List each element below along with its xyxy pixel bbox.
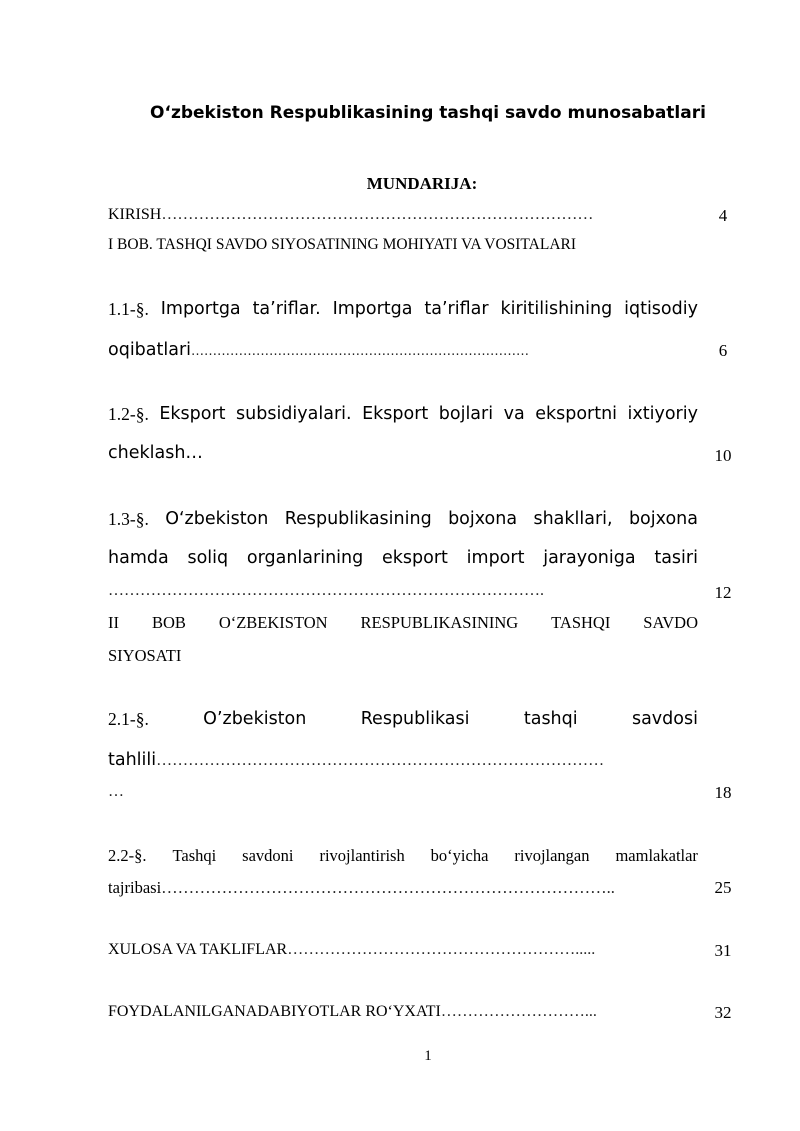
toc-word: RESPUBLIKASINING [360,613,519,632]
toc-word: bo‘yicha [430,846,489,865]
toc-entry-1-3-line2[interactable] [108,548,698,568]
toc-entry-2-2-line2[interactable] [108,878,615,898]
toc-word: O‘ZBEKISTON [218,613,328,632]
toc-entry-1-1-line1[interactable] [108,299,698,320]
toc-page-number: 31 [714,941,732,960]
toc-entry-2-1-line1[interactable] [108,709,698,730]
toc-page-number: 18 [714,783,732,802]
toc-word: savdosi [631,709,698,729]
toc-word: TASHQI [551,613,611,632]
toc-word: jarayoniga [543,548,636,568]
toc-page-number: 10 [714,446,732,465]
toc-word: hamda [108,548,169,568]
page-number: 1 [424,1048,432,1064]
toc-page-number: 4 [718,206,728,225]
toc-word: O‘zbekiston [165,509,269,529]
toc-section-number: 2.1-§. [108,709,149,729]
toc-word: SAVDO [643,613,698,632]
toc-word: Eksport [159,404,226,424]
toc-word: tasiri [654,548,698,568]
toc-word: soliq [187,548,229,568]
toc-entry-1-3-line1[interactable] [108,509,698,530]
toc-word: tashqi [523,709,578,729]
toc-leader-dots: ……………………………………………………………………….. [161,878,615,897]
toc-entry-2-2-line1[interactable] [108,846,698,866]
toc-entry-title: KIRISH [108,206,162,223]
toc-chapter-1[interactable]: I BOB. TASHQI SAVDO SIYOSATINING MOHIYATI VA VOSITALARI [108,236,577,253]
toc-entry-intro[interactable] [108,206,593,224]
toc-word: organlarining [246,548,364,568]
toc-page-number: 25 [714,878,732,897]
toc-word: Respublikasi [360,709,470,729]
toc-word: mamlakatlar [615,846,698,865]
toc-word: iqtisodiy [624,299,698,319]
toc-entry-conclusion[interactable] [108,941,595,959]
toc-entry-1-2-line1[interactable] [108,404,698,425]
toc-section-number: 1.1-§. [108,299,149,319]
toc-leader-dots: ………………………... [440,1003,597,1020]
toc-word: Tashqi [172,846,217,865]
toc-word: ixtiyoriy [627,404,698,424]
toc-entry-1-2-line2[interactable]: cheklash… [108,443,203,463]
toc-entry-title: FOYDALANILGANADABIYOTLAR RO‘YXATI [108,1003,441,1020]
toc-entry-references[interactable] [108,1003,597,1021]
toc-leader-dots: … [108,783,124,800]
toc-chapter-2[interactable] [108,613,698,633]
toc-word: Importga [332,299,413,319]
toc-chapter-2-line2: SIYOSATI [108,646,182,665]
toc-page-number: 32 [714,1003,732,1022]
toc-entry-2-1-line2[interactable] [108,749,604,770]
toc-word: Eksport [362,404,429,424]
toc-word: BOB [151,613,186,632]
toc-section-number: 2.2-§. [108,846,147,865]
toc-page-number: 6 [718,341,728,360]
toc-leader-dots: ………………………………………………..... [287,941,596,958]
toc-word: Respublikasining [284,509,432,529]
toc-entry-title: tajribasi [108,878,162,897]
toc-word: import [466,548,525,568]
toc-word: bojxona [448,509,518,529]
toc-leader-dots: ………………………………………………………………………… [156,752,605,769]
toc-leader-dots: ………………………………………………………………………. [108,582,544,599]
toc-word: O’zbekiston [203,709,307,729]
toc-entry-title: oqibatlari [108,340,192,360]
toc-word: Importga [160,299,241,319]
toc-word: shakllari, [533,509,613,529]
toc-word: rivojlangan [514,846,590,865]
toc-heading: MUNDARIJA: [366,174,478,193]
toc-word: eksportni [535,404,618,424]
toc-word: ta’riflar [424,299,489,319]
toc-word: ta’riflar. [252,299,321,319]
document-title: O‘zbekiston Respublikasining tashqi savdo munosabatlari [150,103,706,123]
toc-page-number: 12 [714,583,732,602]
toc-leader-dots: ……………………………………………………………………… [161,206,594,223]
toc-entry-1-1-line2[interactable] [108,340,529,360]
toc-word: bojlari [438,404,494,424]
toc-word: bojxona [628,509,698,529]
toc-word: kiritilishining [500,299,613,319]
toc-word: subsidiyalari. [236,404,352,424]
toc-leader-dots: …………………………………………………………………… [191,344,530,359]
toc-word: rivojlantirish [319,846,405,865]
toc-word: va [503,404,525,424]
toc-word: II [108,613,119,632]
toc-entry-title: tahlili [108,750,157,770]
toc-entry-title: XULOSA VA TAKLIFLAR [108,941,288,958]
toc-word: savdoni [242,846,294,865]
toc-section-number: 1.2-§. [108,404,149,424]
toc-word: eksport [382,548,448,568]
toc-section-number: 1.3-§. [108,509,149,529]
